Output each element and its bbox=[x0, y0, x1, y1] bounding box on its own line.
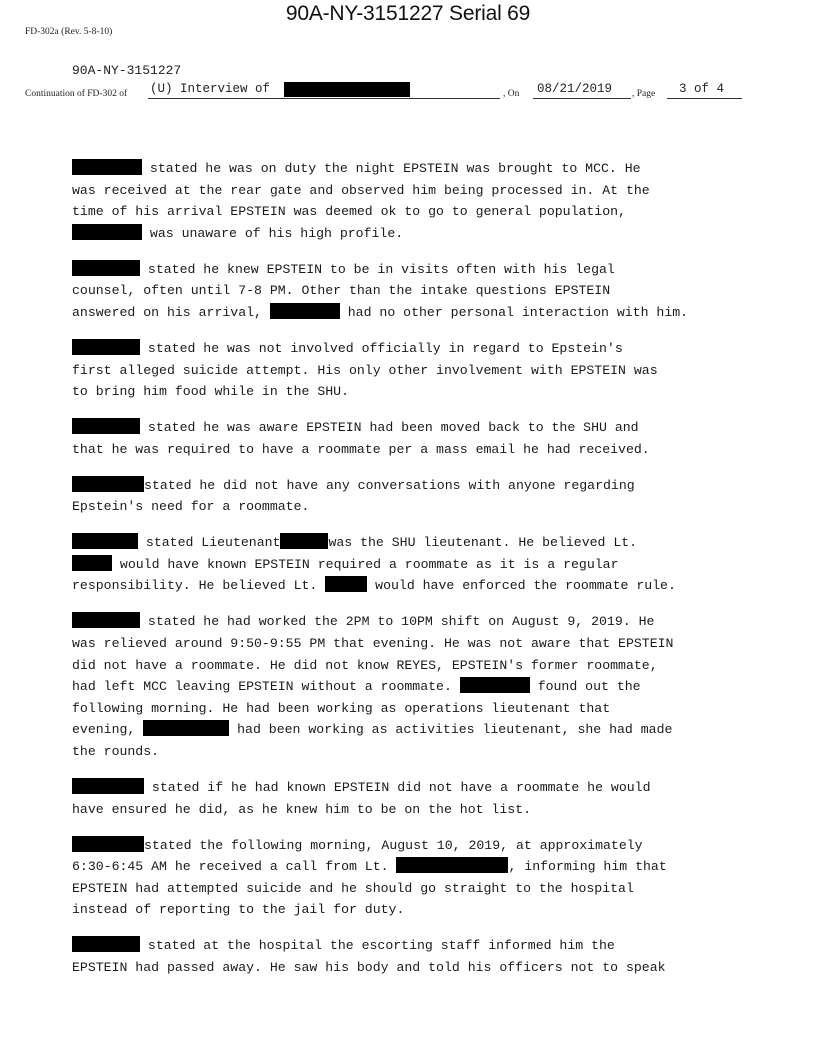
form-id: FD-302a (Rev. 5-8-10) bbox=[25, 27, 113, 37]
text-segment: evening, bbox=[72, 722, 144, 738]
subject-redaction bbox=[284, 82, 410, 97]
text-segment: stated he did not have any conversations with anyone regarding bbox=[144, 477, 635, 493]
serial-banner: 90A-NY-3151227 Serial 69 bbox=[285, 2, 531, 25]
text-line bbox=[72, 532, 752, 554]
redaction-box bbox=[72, 533, 138, 549]
text-segment: stated he was aware EPSTEIN had been moved back to the SHU and bbox=[140, 420, 639, 436]
continuation-label: Continuation of FD-302 of bbox=[25, 89, 128, 99]
text-segment: 6:30-6:45 AM he received a call from Lt. bbox=[72, 859, 397, 875]
text-segment: Epstein's need for a roommate. bbox=[72, 499, 310, 515]
text-segment: to bring him food while in the SHU. bbox=[72, 384, 349, 400]
paragraph bbox=[72, 532, 752, 597]
paragraph bbox=[72, 611, 752, 762]
text-segment: was relieved around 9:50-9:55 PM that evening. He was not aware that EPSTEIN bbox=[72, 636, 674, 652]
date-underline bbox=[533, 98, 631, 99]
paragraph bbox=[72, 835, 752, 921]
text-segment: was unaware of his high profile. bbox=[142, 225, 404, 241]
text-line bbox=[72, 554, 752, 576]
text-segment: had no other personal interaction with him. bbox=[339, 304, 689, 320]
redaction-box bbox=[72, 159, 142, 175]
text-segment: counsel, often until 7-8 PM. Other than the intake questions EPSTEIN bbox=[72, 283, 611, 299]
text-segment: stated the following morning, August 10, 2019, at approximately bbox=[144, 837, 643, 853]
paragraph bbox=[72, 158, 752, 244]
text-line bbox=[72, 496, 752, 518]
redaction-box bbox=[460, 677, 530, 693]
text-segment: stated at the hospital the escorting staff informed him the bbox=[140, 938, 615, 954]
on-label: , On bbox=[503, 89, 520, 99]
text-line bbox=[72, 777, 752, 799]
text-segment: stated if he had known EPSTEIN did not have a roommate he would bbox=[144, 779, 651, 795]
subject-underline bbox=[148, 98, 500, 99]
redaction-box bbox=[72, 936, 140, 952]
text-segment: the rounds. bbox=[72, 744, 160, 759]
text-segment: that he was required to have a roommate per a mass email he had received. bbox=[72, 441, 650, 457]
paragraph bbox=[72, 935, 752, 978]
redaction-box bbox=[72, 418, 140, 434]
text-line bbox=[72, 381, 752, 403]
page-field: 3 of 4 bbox=[679, 82, 725, 96]
text-segment: EPSTEIN had passed away. He saw his body and told his officers not to speak bbox=[72, 959, 666, 975]
text-line bbox=[72, 475, 752, 497]
text-line bbox=[72, 835, 752, 857]
text-segment: instead of reporting to the jail for duty. bbox=[72, 902, 405, 918]
text-line bbox=[72, 899, 752, 921]
redaction-box bbox=[72, 339, 140, 355]
text-segment: would have known EPSTEIN required a roommate as it is a regular bbox=[112, 556, 619, 572]
text-line bbox=[72, 158, 752, 180]
text-line bbox=[72, 439, 752, 461]
redaction-box bbox=[143, 720, 229, 736]
paragraph bbox=[72, 417, 752, 460]
text-segment: first alleged suicide attempt. His only other involvement with EPSTEIN was bbox=[72, 362, 658, 378]
interview-body bbox=[72, 158, 752, 993]
text-line bbox=[72, 799, 752, 821]
text-segment: responsibility. He believed Lt. bbox=[72, 578, 326, 594]
text-line bbox=[72, 223, 752, 245]
file-number: 90A-NY-3151227 bbox=[72, 63, 182, 78]
text-line bbox=[72, 856, 752, 878]
redaction-box bbox=[270, 303, 340, 319]
text-segment: had been working as activities lieutenant, she had made bbox=[229, 722, 673, 738]
text-segment: EPSTEIN had attempted suicide and he should go straight to the hospital bbox=[72, 880, 634, 896]
text-line bbox=[72, 302, 752, 324]
redaction-box bbox=[72, 224, 142, 240]
paragraph bbox=[72, 259, 752, 324]
text-segment: stated Lieutenant bbox=[138, 535, 281, 551]
text-line bbox=[72, 957, 752, 979]
text-line bbox=[72, 741, 752, 763]
text-line bbox=[72, 611, 752, 633]
text-segment: found out the bbox=[529, 679, 641, 695]
text-line bbox=[72, 180, 752, 202]
redaction-box bbox=[325, 576, 367, 592]
continuation-row bbox=[25, 82, 745, 102]
text-line bbox=[72, 201, 752, 223]
redaction-box bbox=[280, 533, 328, 549]
redaction-box bbox=[72, 260, 140, 276]
text-segment: stated he had worked the 2PM to 10PM shift on August 9, 2019. He bbox=[140, 614, 655, 630]
text-line bbox=[72, 655, 752, 677]
page-underline bbox=[667, 98, 742, 99]
text-segment: have ensured he did, as he knew him to be on the hot list. bbox=[72, 801, 531, 817]
text-segment: would have enforced the roommate rule. bbox=[367, 578, 676, 594]
subject-field: (U) Interview of bbox=[150, 82, 271, 96]
redaction-box bbox=[396, 857, 508, 873]
text-segment: stated he was on duty the night EPSTEIN was brought to MCC. He bbox=[142, 161, 641, 176]
text-line bbox=[72, 280, 752, 302]
text-line bbox=[72, 878, 752, 900]
text-segment: stated he was not involved officially in regard to Epstein's bbox=[140, 340, 623, 356]
text-line bbox=[72, 417, 752, 439]
text-segment: had left MCC leaving EPSTEIN without a roommate. bbox=[72, 679, 460, 695]
redaction-box bbox=[72, 612, 140, 628]
page-label: , Page bbox=[632, 89, 656, 99]
paragraph bbox=[72, 338, 752, 403]
redaction-box bbox=[72, 836, 144, 852]
text-segment: answered on his arrival, bbox=[72, 304, 270, 320]
text-segment: time of his arrival EPSTEIN was deemed ok to go to general population, bbox=[72, 204, 626, 220]
paragraph bbox=[72, 475, 752, 518]
text-line bbox=[72, 633, 752, 655]
text-line bbox=[72, 259, 752, 281]
text-line bbox=[72, 719, 752, 741]
redaction-box bbox=[72, 476, 144, 492]
text-line bbox=[72, 698, 752, 720]
redaction-box bbox=[72, 778, 144, 794]
text-segment: stated he knew EPSTEIN to be in visits often with his legal bbox=[140, 261, 615, 277]
redaction-box bbox=[72, 555, 112, 571]
text-line bbox=[72, 676, 752, 698]
text-line bbox=[72, 575, 752, 597]
text-segment: did not have a roommate. He did not know REYES, EPSTEIN's former roommate, bbox=[72, 657, 658, 673]
text-segment: was the SHU lieutenant. He believed Lt. bbox=[328, 535, 638, 551]
text-segment: following morning. He had been working as operations lieutenant that bbox=[72, 700, 611, 716]
date-field: 08/21/2019 bbox=[537, 82, 613, 96]
text-line bbox=[72, 360, 752, 382]
text-segment: , informing him that bbox=[508, 859, 667, 875]
text-line bbox=[72, 935, 752, 957]
text-segment: was received at the rear gate and observed him being processed in. At the bbox=[72, 182, 650, 198]
paragraph bbox=[72, 777, 752, 820]
text-line bbox=[72, 338, 752, 360]
